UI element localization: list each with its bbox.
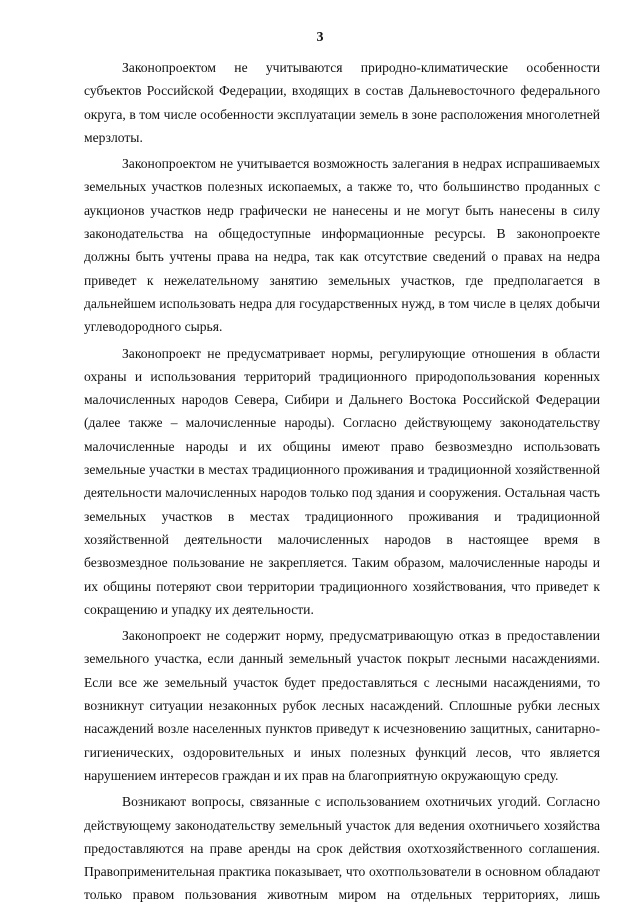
- paragraph-climate: Законопроектом не учитываются природно-климатические особенности субъектов Российской Федерации, входящих в состав Дальневосточного федерального округа, в том числе особенности эксплуатации земель в зоне расположения многолетней мерзлоты.: [84, 60, 600, 145]
- paragraph-subsoil: Законопроектом не учитывается возможность залегания в недрах испрашиваемых земельных участков полезных ископаемых, а также то, что большинство проданных с аукционов участков недр графически не нанесены и не могут быть нанесены в силу законодательства на общедоступные информационные ресурсы. В законопроекте должны быть учтены права на недра, так как отсутствие сведений о правах на недра приведет к нежелательному занятию земельных участков, где предполагается в дальнейшем использовать недра для государственных нужд, в том числе в целях добычи углеводородного сырья.: [84, 156, 600, 335]
- paragraph-forest-plantations: Законопроект не содержит норму, предусматривающую отказ в предоставлении земельного участка, если данный земельный участок покрыт лесными насаждениями. Если все же земельный участок будет предоставляться с лесными насаждениями, то возникнут ситуации незаконных рубок лесных насаждений. Сплошные рубки лесных насаждений возле населенных пунктов приведут к исчезновению защитных, санитарно-гигиенических, оздоровительных и иных полезных функций лесов, что является нарушением интересов граждан и их прав на благоприятную окружающую среду.: [84, 628, 600, 783]
- document-body: [84, 56, 600, 910]
- page-number: 3: [316, 30, 324, 45]
- paragraph-indigenous-peoples: Законопроект не предусматривает нормы, регулирующие отношения в области охраны и использования территорий традиционного природопользования коренных малочисленных народов Севера, Сибири и Дальнего Востока Российской Федерации (далее также – малочисленные народы). Согласно действующему законодательству малочисленные народы и их общины имеют право безвозмездно использовать земельные участки в местах традиционного проживания и традиционной хозяйственной деятельности малочисленных народов только под здания и сооружения. Остальная часть земельных участков в местах традиционного проживания и традиционной хозяйственной деятельности малочисленных народов в настоящее время в безвозмездное пользование не закрепляется. Таким образом, малочисленные народы и их общины потеряют свои территории традиционного хозяйствования, что приведет к сокращению и упадку их деятельности.: [84, 345, 600, 617]
- paragraph-hunting-grounds: Возникают вопросы, связанные с использованием охотничьих угодий. Согласно действующему законодательству земельный участок для ведения охотничьего хозяйства предоставляются на праве аренды на срок действия охотхозяйственного соглашения. Правоприменительная практика показывает, что охотпользователи в основном обладают только правом пользования животным миром на отдельных территориях, лишь: [84, 794, 600, 903]
